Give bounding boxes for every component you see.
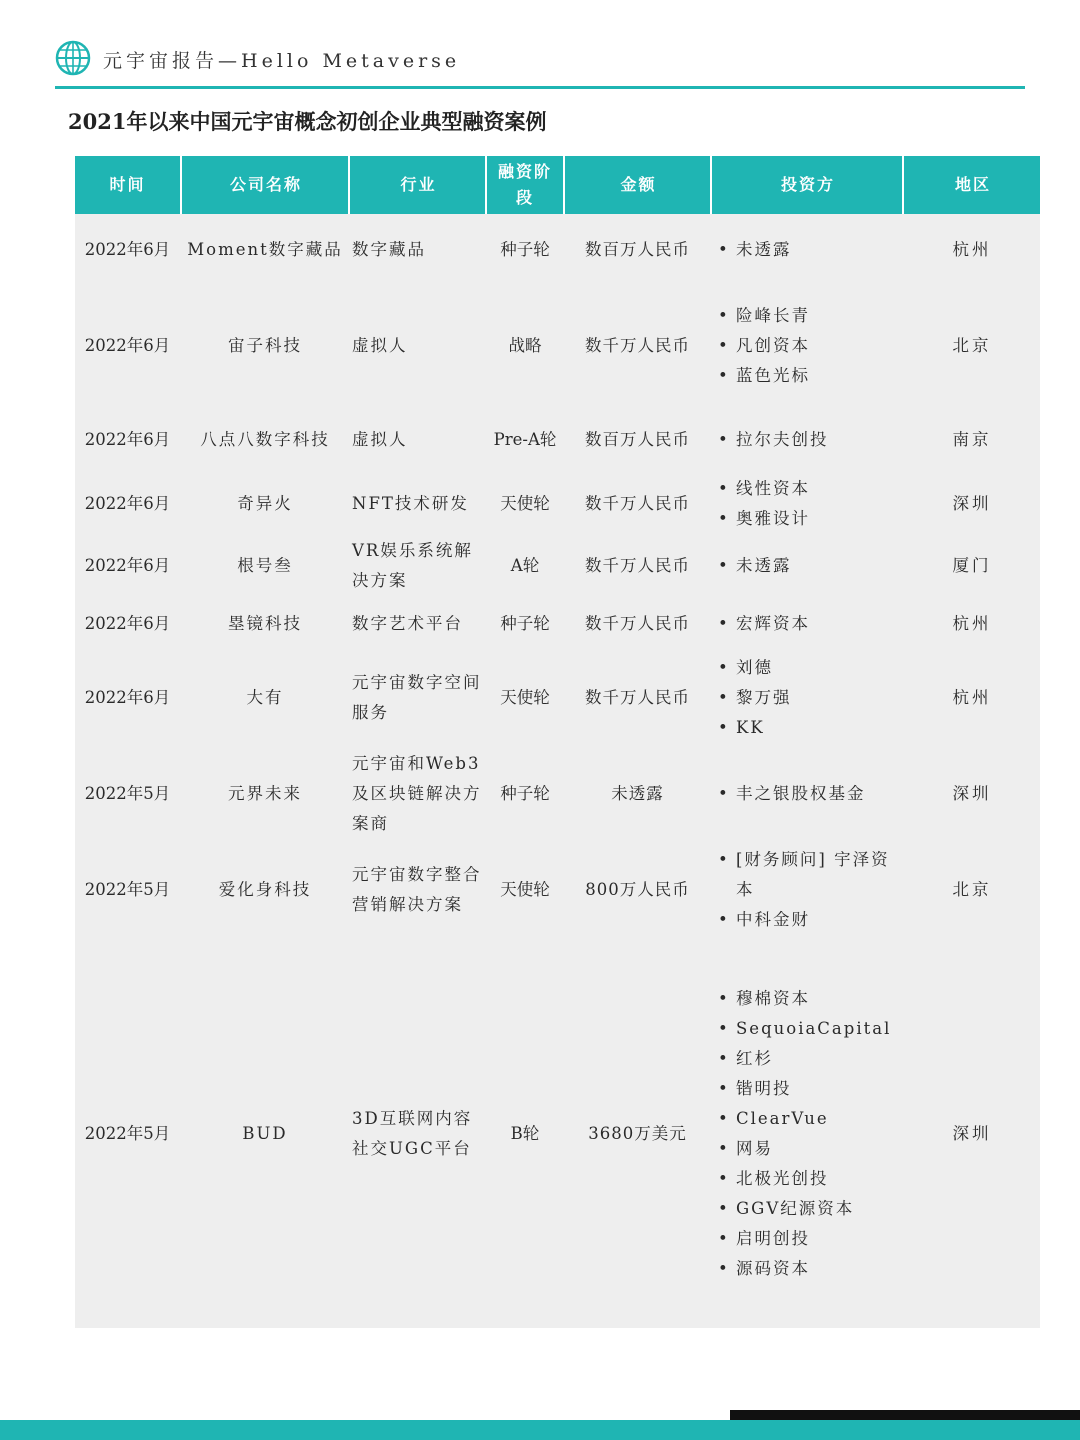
cell-industry: 数字藏品 <box>352 240 426 259</box>
cell-region: 杭州 <box>952 240 992 259</box>
cell-date: 2022年5月 <box>84 1124 171 1143</box>
cell-amount: 数千万人民币 <box>585 336 690 355</box>
header-amount: 金额 <box>563 156 712 214</box>
cell-stage: A轮 <box>510 556 540 575</box>
investor-item: • 未透露 <box>712 235 792 265</box>
cell-investors <box>712 844 902 936</box>
cell-company: 爱化身科技 <box>218 880 312 899</box>
cell-stage: 天使轮 <box>500 494 550 513</box>
table-row <box>75 472 1040 536</box>
cell-region: 深圳 <box>952 1124 992 1143</box>
table-row <box>75 412 1040 468</box>
table-header <box>75 156 1040 214</box>
cell-industry: 数字艺术平台 <box>352 614 463 633</box>
cell-company: BUD <box>242 1124 288 1143</box>
header-stage: 融资阶段 <box>485 156 563 214</box>
cell-investors <box>712 472 902 536</box>
table-row <box>75 748 1040 840</box>
cell-region: 南京 <box>952 430 992 449</box>
investor-item: • 凡创资本 <box>712 331 810 361</box>
table-row <box>75 296 1040 396</box>
cell-amount: 3680万美元 <box>588 1124 687 1143</box>
table-row <box>75 220 1040 280</box>
cell-amount: 数千万人民币 <box>585 614 690 633</box>
footer-bar <box>0 1420 1080 1440</box>
investor-item: • [财务顾问] 宇泽资本 <box>712 845 892 905</box>
cell-amount: 未透露 <box>611 784 664 803</box>
cell-investors <box>712 536 902 596</box>
investor-item: • 刘德 <box>712 653 792 683</box>
cell-date: 2022年6月 <box>84 240 171 259</box>
cell-region: 杭州 <box>952 688 992 707</box>
table-row <box>75 536 1040 596</box>
cell-company: 塁镜科技 <box>228 614 302 633</box>
table-row <box>75 844 1040 936</box>
report-header <box>55 40 1025 88</box>
investor-item: • 奥雅设计 <box>712 504 810 534</box>
cell-stage: 种子轮 <box>500 784 550 803</box>
globe-icon <box>55 40 91 76</box>
table-row <box>75 652 1040 744</box>
cell-region: 深圳 <box>952 494 992 513</box>
cell-date: 2022年5月 <box>84 784 171 803</box>
cell-industry: 元宇宙数字整合营销解决方案 <box>352 865 482 914</box>
investor-item: • 锴明投 <box>712 1074 891 1104</box>
investor-item: • GGV纪源资本 <box>712 1194 891 1224</box>
cell-industry: 3D互联网内容社交UGC平台 <box>352 1109 473 1158</box>
cell-industry: 元宇宙数字空间服务 <box>352 673 482 722</box>
header-region: 地区 <box>902 156 1042 214</box>
investor-item: • 中科金财 <box>712 905 892 935</box>
cell-region: 深圳 <box>952 784 992 803</box>
cell-region: 北京 <box>952 336 992 355</box>
cell-date: 2022年6月 <box>84 494 171 513</box>
investor-item: • 未透露 <box>712 551 792 581</box>
cell-company: 元界未来 <box>228 784 302 803</box>
investor-item: • SequoiaCapital <box>712 1014 891 1044</box>
investor-item: • 启明创投 <box>712 1224 891 1254</box>
cell-date: 2022年6月 <box>84 614 171 633</box>
header-company: 公司名称 <box>180 156 350 214</box>
cell-amount: 数百万人民币 <box>585 240 690 259</box>
investor-item: • 穆棉资本 <box>712 984 891 1014</box>
page-title: 2021年以来中国元宇宙概念初创企业典型融资案例 <box>68 109 547 134</box>
cell-company: Moment数字藏品 <box>187 240 343 259</box>
cell-date: 2022年6月 <box>84 336 171 355</box>
cell-amount: 数千万人民币 <box>585 688 690 707</box>
cell-date: 2022年6月 <box>84 688 171 707</box>
cell-stage: 天使轮 <box>500 880 550 899</box>
cell-stage: 天使轮 <box>500 688 550 707</box>
cell-investors <box>712 652 902 744</box>
cell-stage: 种子轮 <box>500 240 550 259</box>
cell-investors <box>712 600 902 648</box>
cell-region: 厦门 <box>952 556 992 575</box>
investor-item: • 黎万强 <box>712 683 792 713</box>
header-title: 元宇宙报告—Hello Metaverse <box>103 50 461 72</box>
cell-amount: 数千万人民币 <box>585 494 690 513</box>
cell-investors <box>712 982 902 1286</box>
cell-region: 北京 <box>952 880 992 899</box>
cell-company: 根号叁 <box>237 556 293 575</box>
cell-stage: 种子轮 <box>500 614 550 633</box>
investor-item: • 蓝色光标 <box>712 361 810 391</box>
cell-stage: 战略 <box>508 336 542 355</box>
investor-item: • KK <box>712 713 792 743</box>
header-date: 时间 <box>109 175 146 195</box>
investor-item: • 险峰长青 <box>712 301 810 331</box>
header-divider <box>55 86 1025 89</box>
cell-company: 奇异火 <box>237 494 293 513</box>
header-industry: 行业 <box>348 156 487 214</box>
cell-company: 宙子科技 <box>228 336 302 355</box>
header-investors: 投资方 <box>710 156 904 214</box>
cell-investors <box>712 748 902 840</box>
cell-company: 大有 <box>246 688 284 707</box>
cell-date: 2022年6月 <box>84 556 171 575</box>
cell-stage: B轮 <box>510 1124 540 1143</box>
cell-company: 八点八数字科技 <box>200 430 330 449</box>
cell-industry: 虚拟人 <box>352 430 408 449</box>
investor-item: • 红杉 <box>712 1044 891 1074</box>
cell-amount: 数千万人民币 <box>585 556 690 575</box>
cell-date: 2022年5月 <box>84 880 171 899</box>
investor-item: • 宏辉资本 <box>712 609 810 639</box>
cell-stage: Pre-A轮 <box>493 430 557 449</box>
cell-industry: NFT技术研发 <box>352 494 469 513</box>
cell-amount: 800万人民币 <box>585 880 690 899</box>
cell-industry: VR娱乐系统解决方案 <box>352 541 473 590</box>
investor-item: • 线性资本 <box>712 474 810 504</box>
cell-investors <box>712 412 902 468</box>
table-row <box>75 982 1040 1286</box>
investor-item: • 丰之银股权基金 <box>712 779 866 809</box>
investor-item: • ClearVue <box>712 1104 891 1134</box>
cell-region: 杭州 <box>952 614 992 633</box>
financing-table <box>75 156 1040 1328</box>
cell-investors <box>712 220 902 280</box>
cell-industry: 虚拟人 <box>352 336 408 355</box>
investor-item: • 拉尔夫创投 <box>712 425 829 455</box>
cell-date: 2022年6月 <box>84 430 171 449</box>
cell-amount: 数百万人民币 <box>585 430 690 449</box>
investor-item: • 网易 <box>712 1134 891 1164</box>
cell-investors <box>712 296 902 396</box>
cell-industry: 元宇宙和Web3及区块链解决方案商 <box>352 754 482 833</box>
investor-item: • 北极光创投 <box>712 1164 891 1194</box>
investor-item: • 源码资本 <box>712 1254 891 1284</box>
table-row <box>75 600 1040 648</box>
